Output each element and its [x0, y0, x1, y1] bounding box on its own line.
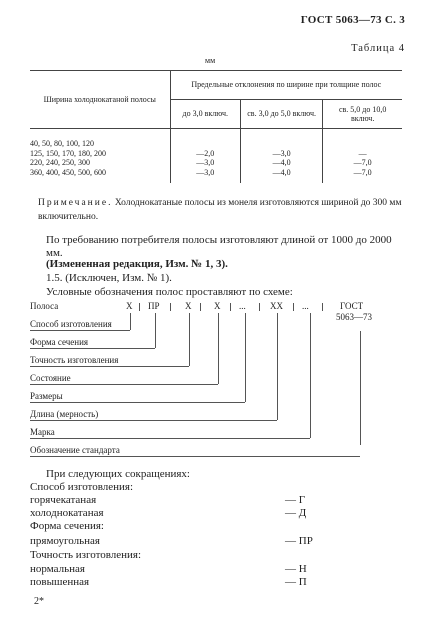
paragraph-length: По требованию потребителя полосы изготовляют длиной от 1000 до 2000 мм.	[46, 234, 392, 259]
paragraph-edit-note: (Измененная редакция, Изм. № 1, 3).	[46, 258, 228, 270]
table-cell-value: —3,0	[196, 158, 215, 167]
paragraph-excluded: 1.5. (Исключен, Изм. № 1).	[46, 272, 172, 284]
table-cell-value	[241, 139, 322, 149]
subheader-thickness-2: св. 3,0 до 5,0 включ.	[240, 100, 322, 129]
table-cell-value: —3,0	[272, 148, 291, 158]
scheme-item: ХХ	[270, 301, 283, 311]
abbr-intro: При следующих сокращениях:	[46, 468, 190, 480]
abbr-item-code: — П	[285, 576, 307, 588]
table-cell-value: —4,0	[272, 167, 291, 177]
table-cell-width: 360, 400, 450, 500, 600	[30, 167, 106, 177]
abbr-item-code: — Н	[285, 563, 307, 575]
scheme-item: ...	[302, 301, 309, 311]
table-caption: Таблица 4	[351, 43, 405, 54]
scheme-item: Х	[185, 301, 192, 311]
scheme-label: Марка	[30, 427, 55, 437]
abbr-item-name: прямоугольная	[30, 535, 100, 547]
table-cell-value: —	[358, 148, 367, 158]
table-cell-value: —7,0	[353, 167, 372, 177]
table-note	[38, 196, 402, 224]
scheme-label: Способ изготовления	[30, 319, 112, 329]
table-cell-width: 125, 150, 170, 180, 200	[30, 148, 106, 158]
subheader-thickness-3: св. 5,0 до 10,0 включ.	[323, 100, 402, 129]
scheme-item: ПР	[148, 301, 160, 311]
scheme-label: Длина (мерность)	[30, 409, 99, 419]
width-column-header: Ширина холоднокатаной полосы	[30, 71, 170, 129]
abbr-item-code: — Г	[285, 494, 306, 506]
paragraph-scheme-intro: Условные обозначения полос проставляют по схеме:	[46, 286, 293, 298]
abbr-item-code: — ПР	[285, 535, 313, 547]
abbr-item-name: холоднокатаная	[30, 507, 104, 519]
scheme-item: ...	[239, 301, 246, 311]
scheme-label: Форма сечения	[30, 337, 89, 347]
scheme-item: Полоса	[30, 301, 59, 311]
scheme-label: Обозначение стандарта	[30, 445, 120, 455]
table-cell-width: 220, 240, 250, 300	[30, 158, 90, 167]
note-label: Примечание.	[38, 198, 113, 208]
table-cell-value: —4,0	[272, 158, 291, 167]
page-signature: 2*	[34, 596, 44, 607]
abbr-item-name: повышенная	[30, 576, 90, 588]
scheme-label: Точность изготовления	[30, 355, 119, 365]
scheme-label: Состояние	[30, 373, 71, 383]
abbr-item-code: — Д	[285, 507, 307, 519]
tolerance-table	[30, 70, 402, 183]
scheme-label: Размеры	[30, 391, 63, 401]
doc-header: ГОСТ 5063—73 С. 3	[300, 14, 405, 26]
table-unit: мм	[205, 56, 216, 65]
table-cell-width: 40, 50, 80, 100, 120	[30, 139, 94, 148]
table-cell-value: —7,0	[353, 158, 372, 167]
table-cell-value: —3,0	[196, 167, 215, 177]
abbr-group-title: Форма сечения:	[30, 520, 104, 532]
table-cell-value	[171, 139, 240, 149]
scheme-item: ГОСТ	[340, 301, 364, 311]
note-text: Холоднокатаные полосы из монеля изготовляются шириной до 300 мм включительно.	[38, 198, 402, 222]
abbr-group-title: Точность изготовления:	[30, 549, 142, 561]
table-cell-value: —2,0	[196, 148, 215, 158]
scheme-item: Х	[126, 301, 133, 311]
tolerance-group-header: Предельные отклонения по ширине при толщине полос	[170, 71, 402, 100]
subheader-thickness-1: до 3,0 включ.	[170, 100, 240, 129]
table-cell-value	[323, 139, 402, 149]
abbr-item-name: горячекатаная	[30, 494, 97, 506]
scheme-item: 5063—73	[336, 312, 372, 322]
scheme-item: Х	[214, 301, 221, 311]
designation-scheme	[30, 301, 402, 455]
abbr-item-name: нормальная	[30, 563, 85, 575]
abbr-group-title: Способ изготовления:	[30, 481, 134, 493]
